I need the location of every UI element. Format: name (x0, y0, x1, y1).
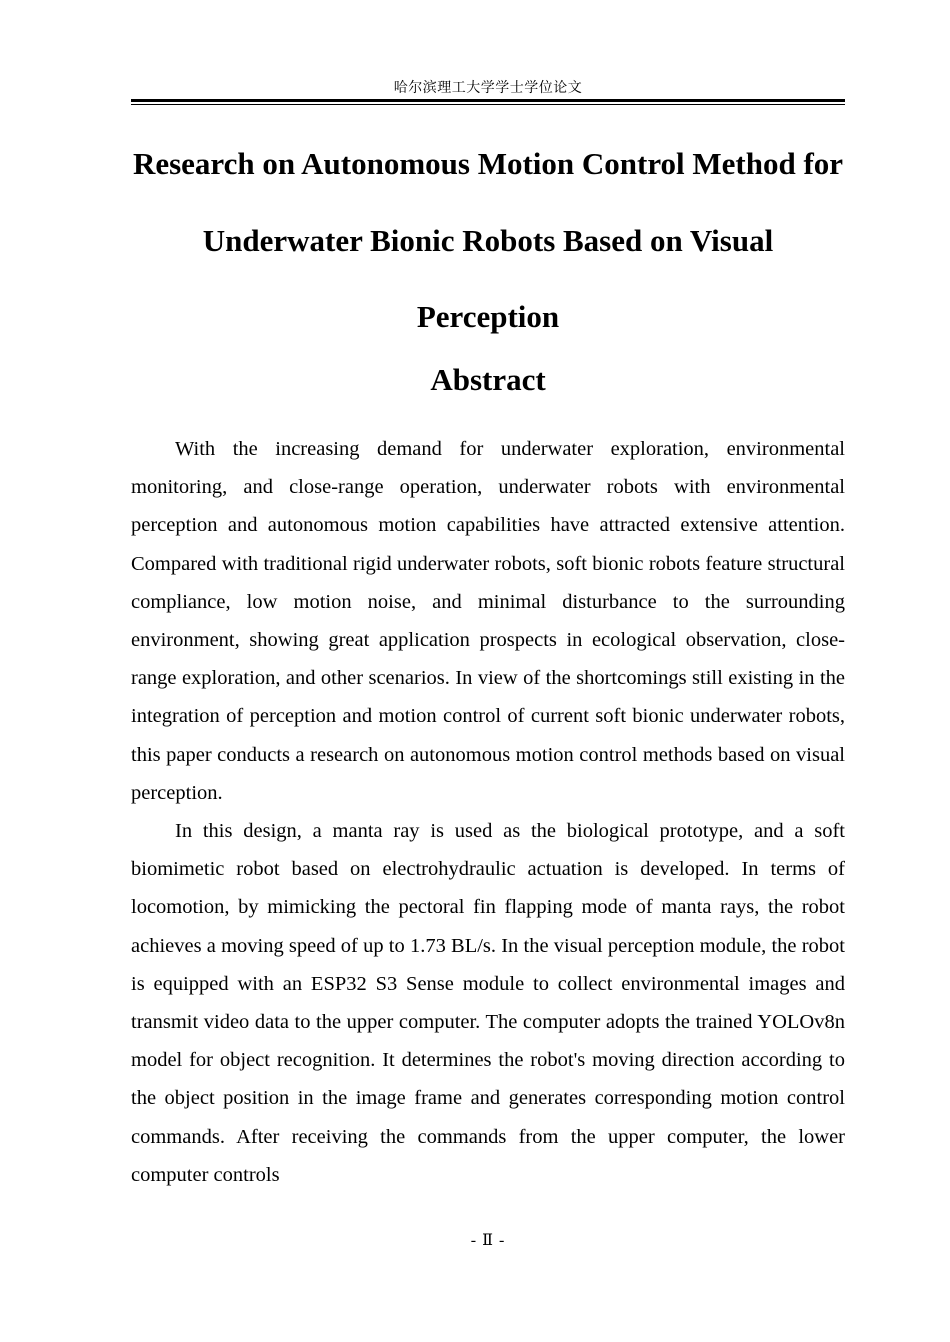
header-rule-thin (131, 104, 845, 105)
header-rule-thick (131, 99, 845, 102)
page-number: - Ⅱ - (470, 1232, 506, 1249)
abstract-body (131, 430, 845, 1194)
paper-title: Research on Autonomous Motion Control Method for Underwater Bionic Robots Based on Visual Perception (132, 146, 844, 334)
abstract-heading: Abstract (430, 362, 546, 397)
abstract-paragraph-1: With the increasing demand for underwater exploration, environmental monitoring, and close-range operation, underwater robots with environmental perception and autonomous motion capabilities have attracted extensive attention. Compared with traditional rigid underwater robots, soft bionic robots feature structural compliance, low motion noise, and minimal disturbance to the surrounding environment, showing great application prospects in ecological observation, close-range exploration, and other scenarios. In view of the shortcomings still existing in the integration of perception and motion control of current soft bionic underwater robots, this paper conducts a research on autonomous motion control methods based on visual perception. (131, 438, 845, 804)
running-header: 哈尔滨理工大学学士学位论文 (393, 80, 583, 96)
abstract-paragraph-2: In this design, a manta ray is used as the biological prototype, and a soft biomimetic robot based on electrohydraulic actuation is developed. In terms of locomotion, by mimicking the pectoral fin flapping mode of manta rays, the robot achieves a moving speed of up to 1.73 BL/s. In the visual perception module, the robot is equipped with an ESP32 S3 Sense module to collect environmental images and transmit video data to the upper computer. The computer adopts the trained YOLOv8n model for object recognition. It determines the robot's moving direction according to the object position in the image frame and generates corresponding motion control commands. After receiving the commands from the upper computer, the lower computer controls (131, 820, 845, 1186)
